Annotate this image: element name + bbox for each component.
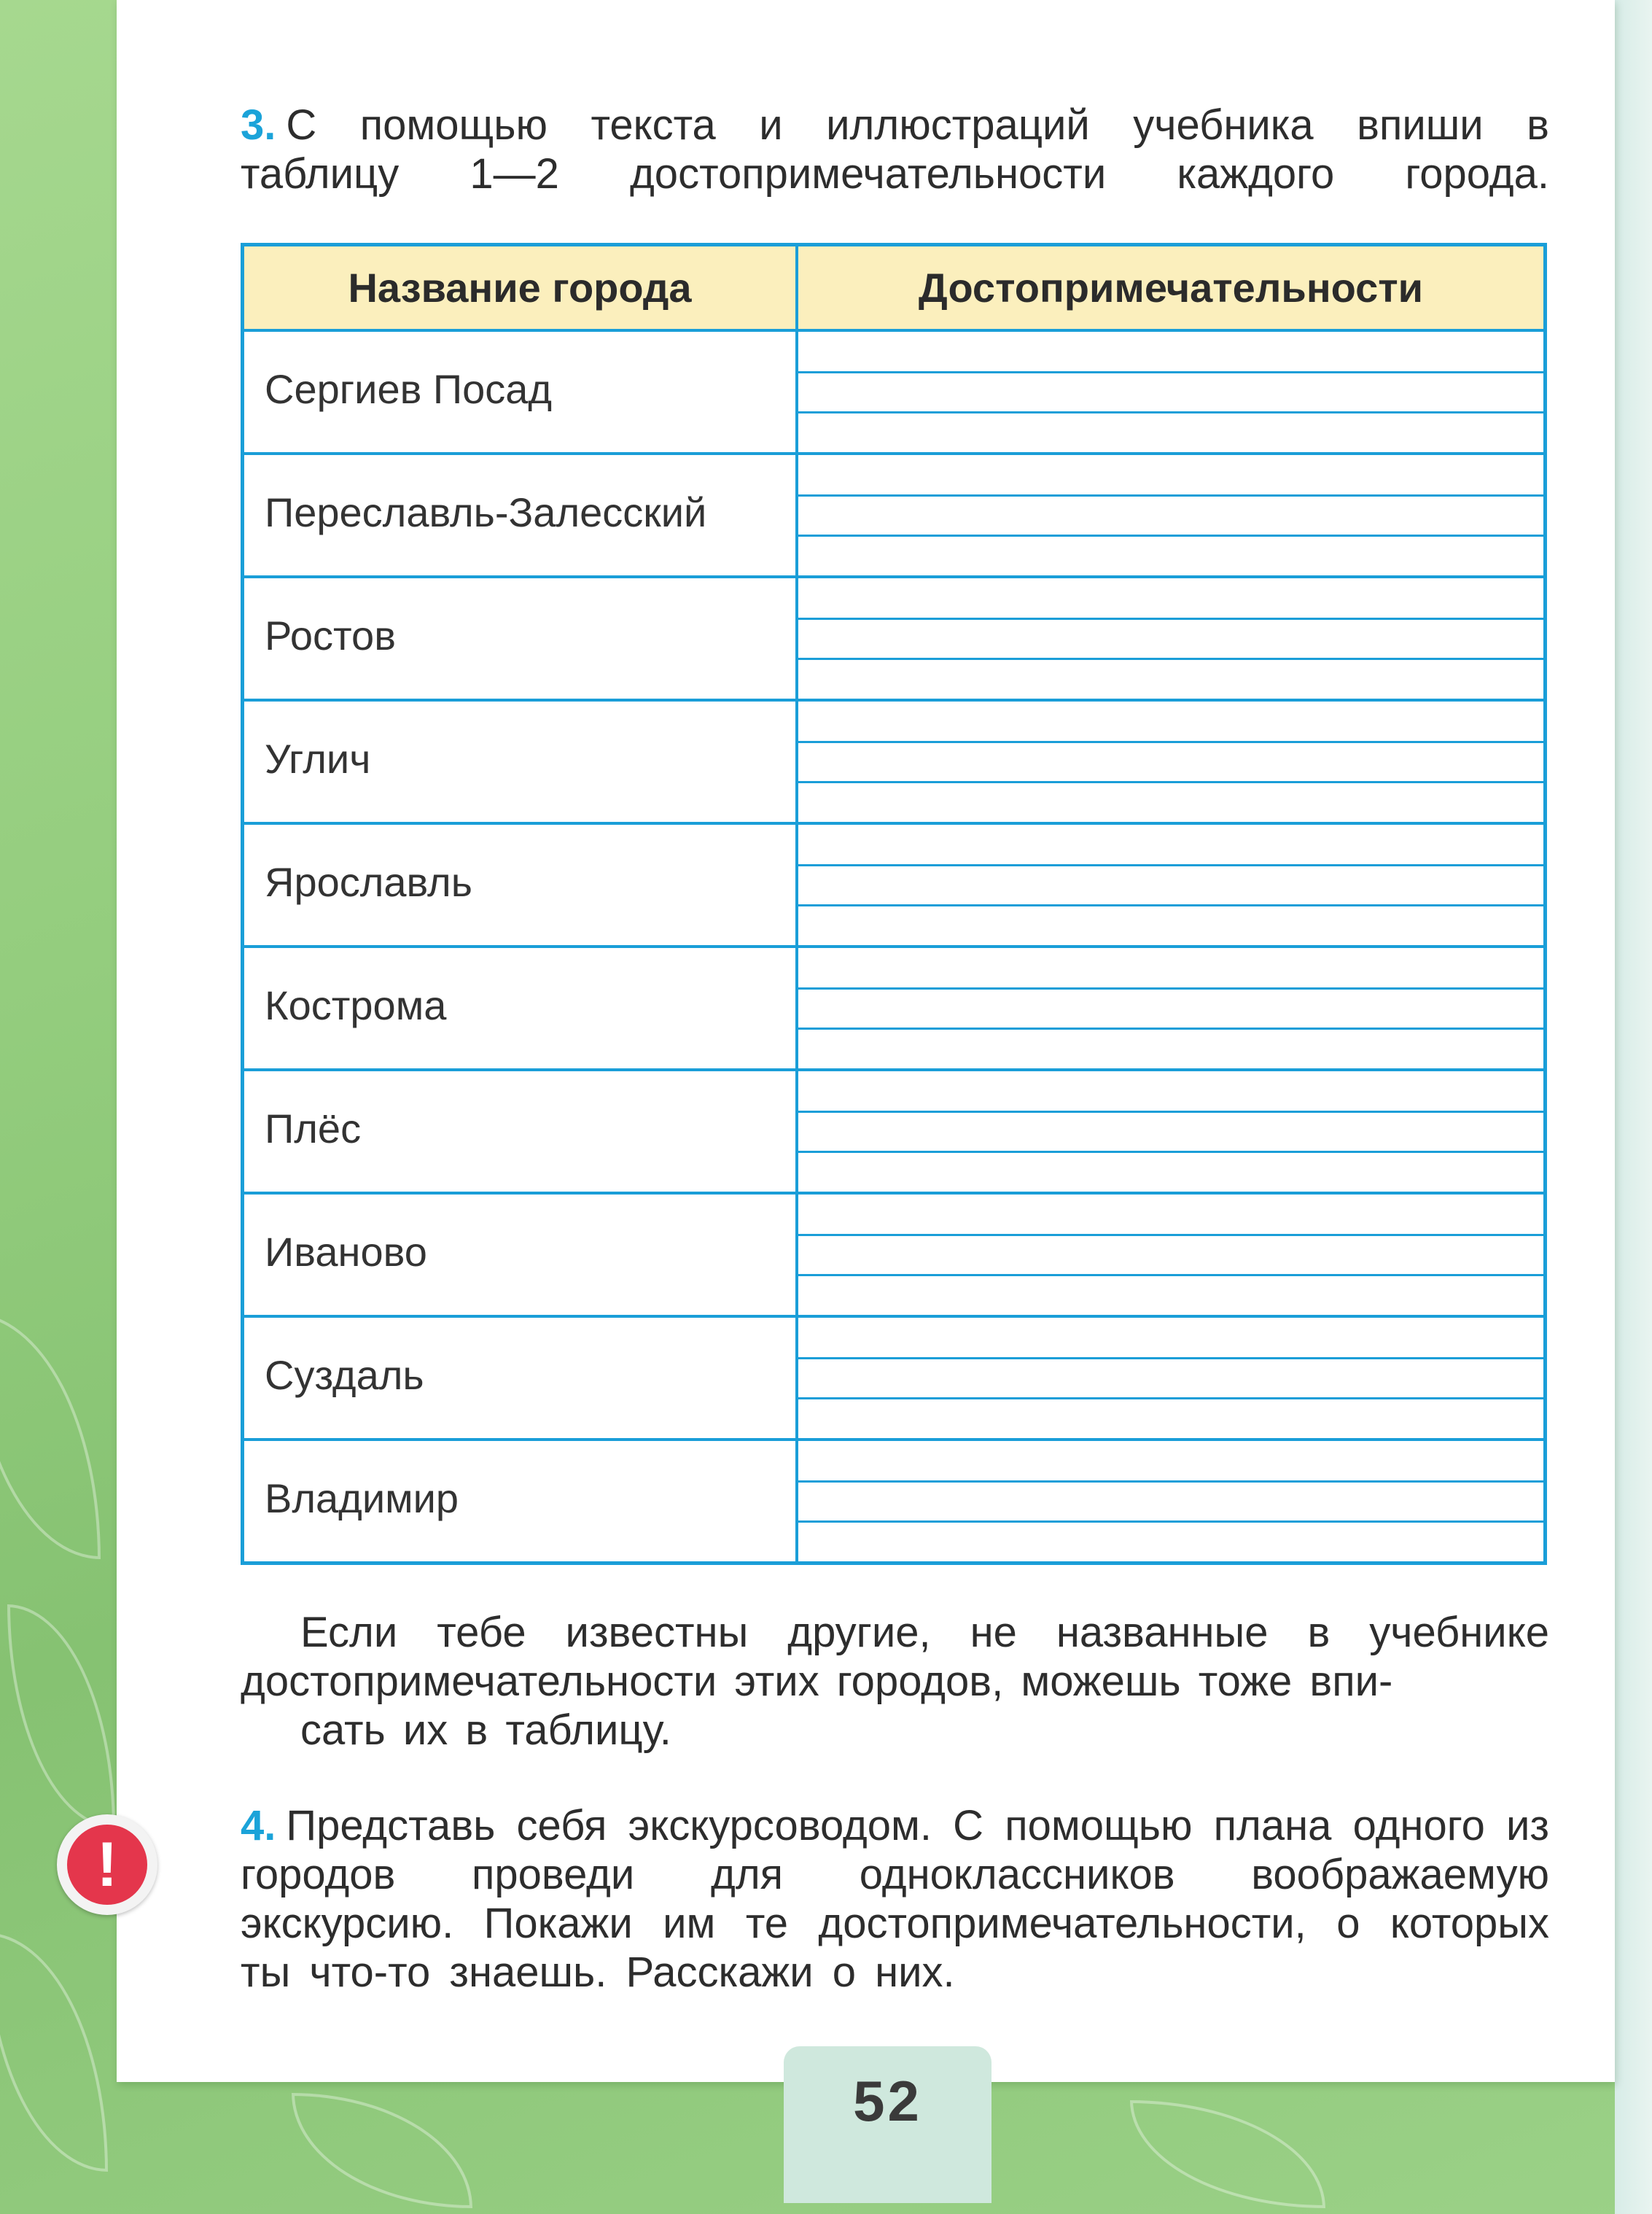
city-name: Кострома	[243, 947, 798, 1070]
exclamation-icon: !	[67, 1825, 147, 1905]
city-name: Ярославль	[243, 823, 798, 947]
table-header-row	[243, 245, 1546, 331]
table-row	[243, 1316, 1546, 1440]
header-city: Название города	[243, 245, 798, 331]
note-text-end: сать их в таблицу.	[300, 1706, 671, 1754]
sights-answer-field[interactable]	[797, 700, 1546, 823]
city-name: Суздаль	[243, 1316, 798, 1440]
city-name: Владимир	[243, 1440, 798, 1564]
city-name: Ростов	[243, 577, 798, 700]
sights-answer-field[interactable]	[797, 454, 1546, 577]
task-3-number: 3.	[241, 101, 276, 149]
city-name: Углич	[243, 700, 798, 823]
task-4-text: Представь себя экскурсоводом. С помощью плана одного из городов проведи для одноклассников воображаемую экскурсию. Покажи им те достопримечательности, о которых ты что-то знаешь. Расскажи о них.	[241, 1802, 1549, 1996]
page-number: 52	[784, 2046, 991, 2203]
sights-answer-field[interactable]	[797, 577, 1546, 700]
task-3	[241, 101, 1549, 198]
sights-answer-field[interactable]	[797, 1070, 1546, 1193]
city-name: Иваново	[243, 1193, 798, 1316]
task-3-text: С помощью текста и иллюстраций учебника впиши в таблицу 1—2 достопримечательности каждого города.	[241, 101, 1549, 198]
table-row	[243, 1193, 1546, 1316]
table-row	[243, 1070, 1546, 1193]
sights-table	[241, 243, 1547, 1565]
task-4-number: 4.	[241, 1802, 276, 1849]
sights-answer-field[interactable]	[797, 330, 1546, 454]
table-row	[243, 454, 1546, 577]
sights-answer-field[interactable]	[797, 1316, 1546, 1440]
table-row	[243, 330, 1546, 454]
task-4	[241, 1801, 1549, 1997]
note-text: Если тебе известны другие, не названные в учебнике достопримечательности этих городов, можешь тоже впи-	[241, 1609, 1549, 1705]
sights-answer-field[interactable]	[797, 947, 1546, 1070]
page-edge	[1615, 0, 1652, 2214]
sights-answer-field[interactable]	[797, 823, 1546, 947]
sights-answer-field[interactable]	[797, 1193, 1546, 1316]
important-badge	[57, 1814, 157, 1915]
table-note	[241, 1608, 1549, 1755]
table-row	[243, 947, 1546, 1070]
table-row	[243, 700, 1546, 823]
city-name: Плёс	[243, 1070, 798, 1193]
city-name: Сергиев Посад	[243, 330, 798, 454]
sights-answer-field[interactable]	[797, 1440, 1546, 1564]
city-name: Переславль-Залесский	[243, 454, 798, 577]
table-row	[243, 577, 1546, 700]
table-row	[243, 1440, 1546, 1564]
header-sights: Достопримечательности	[797, 245, 1546, 331]
table-row	[243, 823, 1546, 947]
